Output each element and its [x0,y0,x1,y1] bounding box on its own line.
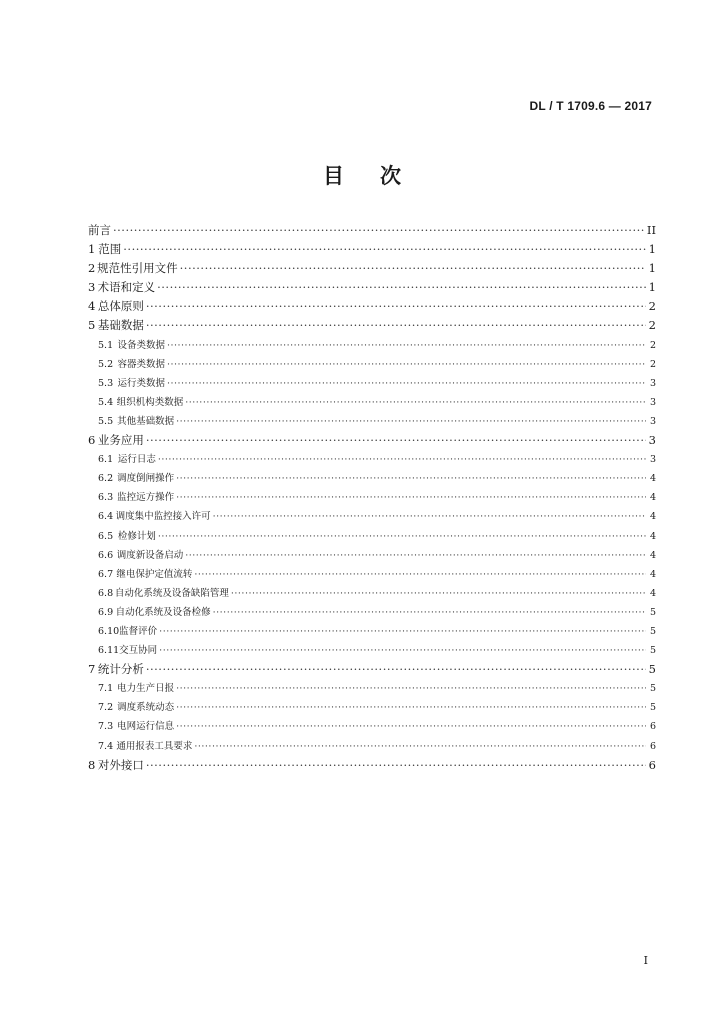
toc-entry-label: 对外接口 [97,757,144,772]
toc-entry-number: 5.4 [98,396,114,408]
toc-entry-number: 2 [88,261,96,276]
toc-entry[interactable] [88,317,656,336]
toc-entry-page: 6 [649,721,656,733]
toc-entry[interactable] [88,528,656,547]
toc-leader-dots [158,454,646,465]
toc-entry[interactable] [88,375,656,394]
toc-leader-dots [180,261,646,275]
document-code: DL / T 1709.6 — 2017 [529,99,652,113]
toc-entry[interactable] [88,489,656,508]
toc-entry-number: 5.3 [98,377,114,389]
toc-leader-dots [113,223,645,237]
toc-entry-number: 6.5 [98,530,114,542]
toc-leader-dots [185,397,646,408]
toc-entry[interactable] [88,547,656,566]
page-title [0,160,724,190]
toc-entry[interactable] [88,661,656,680]
toc-leader-dots [176,683,646,694]
toc-entry-label: 运行日志 [117,454,156,466]
toc-leader-dots [146,758,646,772]
page-number: I [643,954,648,967]
toc-leader-dots [159,626,646,637]
toc-leader-dots [146,433,646,447]
toc-entry-number: 8 [88,757,96,772]
toc-leader-dots [157,280,646,294]
toc-entry-page: 5 [649,683,656,695]
toc-entry-page: 5 [649,702,656,714]
toc-entry-page: 2 [648,299,656,314]
toc-entry-number: 5.5 [98,415,114,427]
toc-leader-dots [231,588,646,599]
toc-entry-page: 2 [649,339,656,351]
toc-entry-page: 3 [649,396,656,408]
toc-entry-number: 6.11 [98,645,120,657]
toc-entry-page: 4 [649,492,656,504]
toc-entry-page: 3 [648,433,656,448]
toc-entry-page: 4 [649,511,656,523]
toc-entry-number: 6.4 [98,511,114,523]
toc-entry-number: 7.1 [98,683,114,695]
toc-entry-label: 前言 [88,223,111,237]
toc-entry-number: 6.1 [98,454,114,466]
toc-entry-label: 基础数据 [97,318,144,333]
toc-entry-label: 检修计划 [117,530,156,542]
toc-entry[interactable] [88,680,656,699]
toc-leader-dots [176,702,646,713]
toc-entry-label: 调度系统动态 [117,702,175,714]
toc-entry-label: 范围 [98,242,122,257]
toc-entry-page: 4 [649,530,656,542]
toc-entry-number: 7.2 [98,702,114,714]
toc-leader-dots [176,416,646,427]
table-of-contents [88,222,656,776]
toc-entry-number: 1 [88,242,96,257]
toc-entry-page: 5 [648,662,656,677]
toc-entry-label: 自动化系统及设备检修 [115,606,211,618]
toc-entry-number: 6.3 [98,492,114,504]
toc-entry[interactable] [88,585,656,604]
toc-entry-label: 总体原则 [97,299,144,314]
toc-leader-dots [158,531,646,542]
toc-entry-page: 4 [649,587,656,599]
toc-entry-number: 6 [88,433,96,448]
toc-leader-dots [146,662,646,676]
toc-entry-page: 1 [648,261,656,276]
toc-entry-page: 4 [649,568,656,580]
toc-leader-dots [176,721,646,732]
toc-entry[interactable] [88,642,656,661]
title-char-2: 次 [380,163,401,188]
toc-entry-number: 5 [88,318,96,333]
toc-entry-page: 2 [648,318,656,333]
toc-entry-page: 1 [648,280,656,295]
toc-entry[interactable] [88,451,656,470]
toc-entry-label: 电网运行信息 [117,721,175,733]
toc-entry[interactable] [88,699,656,718]
toc-entry[interactable] [88,566,656,585]
toc-entry[interactable] [88,394,656,413]
toc-entry[interactable] [88,413,656,432]
toc-entry-number: 7.4 [98,740,114,752]
toc-entry-label: 其他基础数据 [117,415,175,427]
toc-leader-dots [194,741,646,752]
toc-entry-number: 6.10 [98,625,120,637]
toc-entry-label: 交互协同 [119,645,158,657]
toc-entry[interactable] [88,718,656,737]
toc-leader-dots [167,340,646,351]
toc-leader-dots [167,359,646,370]
toc-entry-number: 7.3 [98,721,114,733]
toc-entry-number: 4 [88,299,96,314]
toc-leader-dots [146,318,646,332]
toc-entry[interactable] [88,738,656,757]
toc-entry-label: 通用报表工具要求 [116,740,193,752]
toc-leader-dots [123,242,646,256]
toc-leader-dots [167,378,646,389]
toc-entry-label: 容器类数据 [117,358,165,370]
toc-entry-label: 调度新设备启动 [116,549,184,561]
toc-entry-label: 规范性引用文件 [97,261,178,276]
toc-leader-dots [176,473,646,484]
toc-entry[interactable] [88,222,656,241]
toc-leader-dots [213,511,646,522]
toc-entry[interactable] [88,508,656,527]
toc-leader-dots [185,550,646,561]
toc-entry[interactable] [88,356,656,375]
toc-leader-dots [176,492,646,503]
toc-entry-page: 3 [649,454,656,466]
toc-entry[interactable] [88,623,656,642]
toc-entry-label: 继电保护定值流转 [116,568,193,580]
toc-entry-number: 6.2 [98,473,114,485]
toc-leader-dots [146,299,646,313]
toc-entry-label: 运行类数据 [117,377,165,389]
toc-entry-page: 2 [649,358,656,370]
toc-entry-page: II [646,223,656,237]
toc-entry-label: 组织机构类数据 [116,396,184,408]
toc-entry[interactable] [88,279,656,298]
toc-entry-number: 3 [88,280,96,295]
toc-entry-page: 1 [648,242,656,257]
toc-entry[interactable] [88,260,656,279]
toc-entry-page: 6 [648,757,656,772]
toc-entry-number: 6.8 [98,587,114,599]
toc-entry-label: 电力生产日报 [117,683,175,695]
toc-entry-page: 5 [649,645,656,657]
toc-entry-label: 业务应用 [97,433,144,448]
toc-entry-page: 5 [649,625,656,637]
toc-entry-label: 调度集中监控接入许可 [115,511,211,523]
toc-entry[interactable] [88,604,656,623]
toc-entry-page: 3 [649,415,656,427]
toc-entry-label: 术语和定义 [97,280,156,295]
toc-entry[interactable] [88,757,656,776]
toc-entry-number: 5.1 [98,339,114,351]
toc-entry-number: 6.7 [98,568,114,580]
toc-entry-page: 3 [649,377,656,389]
toc-entry-label: 监督评价 [119,625,158,637]
toc-entry[interactable] [88,470,656,489]
toc-entry-number: 7 [88,662,96,677]
toc-entry-number: 6.6 [98,549,114,561]
toc-entry[interactable] [88,241,656,260]
toc-entry-label: 监控远方操作 [117,492,175,504]
toc-entry-page: 6 [649,740,656,752]
toc-leader-dots [194,569,646,580]
toc-entry-number: 5.2 [98,358,114,370]
toc-entry-page: 4 [649,473,656,485]
toc-leader-dots [213,607,646,618]
toc-entry[interactable] [88,337,656,356]
toc-entry-page: 5 [649,606,656,618]
toc-entry-label: 统计分析 [97,662,144,677]
title-char-1: 目 [323,163,344,188]
toc-entry[interactable] [88,298,656,317]
toc-entry-number: 6.9 [98,606,114,618]
toc-entry-label: 调度倒闸操作 [117,473,175,485]
toc-entry-label: 设备类数据 [117,339,165,351]
toc-entry[interactable] [88,432,656,451]
toc-entry-label: 自动化系统及设备缺陷管理 [114,587,229,599]
toc-leader-dots [159,645,646,656]
toc-entry-page: 4 [649,549,656,561]
